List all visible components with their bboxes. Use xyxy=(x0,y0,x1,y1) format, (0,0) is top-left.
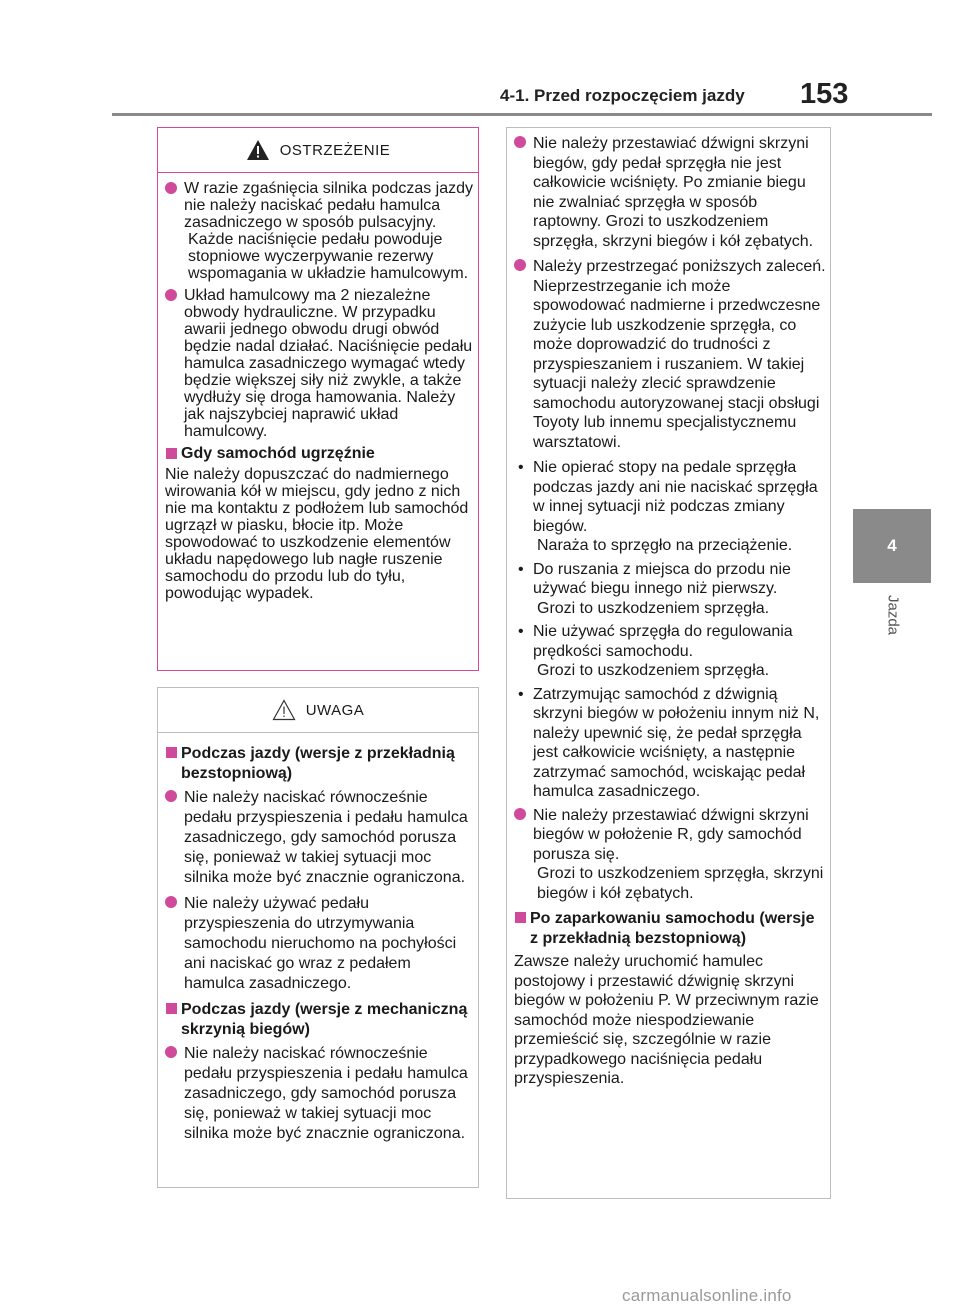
dash-item-note: Grozi to uszkodzeniem sprzęgła. xyxy=(537,662,770,679)
dash-bullet-icon: • xyxy=(518,560,524,578)
continued-subsection-text: Zawsze należy uruchomić hamulec postojowy i przestawić dźwignię skrzyni biegów w położeniu P. W przeciwnym razie samochód może niespodziewanie przemieścić się, szczególnie w razie przypadkowego naciśnięcia pedału przyspieszenia. xyxy=(514,953,819,1087)
warning-bullet: W razie zgaśnięcia silnika podczas jazdy nie należy naciskać pedału hamulca zasadniczego w sposób pulsacyjny. Każde naciśnięcie pedału powoduje stopniowe wyczerpywanie rezerwy wspomagania w układzie hamulcowym. xyxy=(165,180,474,282)
square-bullet-icon xyxy=(515,912,526,923)
bullet-dot-icon xyxy=(165,896,177,908)
square-bullet-icon xyxy=(166,448,177,459)
caution-box xyxy=(157,687,479,1188)
dash-list-item: • Zatrzymując samochód z dźwignią skrzyni biegów w położeniu innym niż N, należy upewnić się, że pedał sprzęgła jest całkowicie wciśnięty, a następnie zatrzymać samochód, wciskając pedał hamulca zasadniczego. xyxy=(518,685,820,800)
warning-triangle-icon xyxy=(246,139,270,161)
dash-bullet-icon: • xyxy=(518,685,524,703)
caution-bullet: Nie należy naciskać równocześnie pedału przyspieszenia i pedału hamulca zasadniczego, gdy samochód porusza się, ponieważ w takiej sytuacji moc silnika może być znacznie ograniczona. xyxy=(165,788,474,888)
watermark: carmanualsonline.info xyxy=(622,1286,792,1305)
bullet-dot-icon xyxy=(514,136,526,148)
bullet-dot-icon xyxy=(165,790,177,802)
warning-bullet: Układ hamulcowy ma 2 niezależne obwody hydrauliczne. W przypadku awarii jednego obwodu drugi obwód będzie nadal działać. Naciśnięcie pedału hamulca zasadniczego wymagać wtedy będzie większej siły niż zwykle, a także wydłuży się droga hamowania. Należy jak najszybciej naprawić układ hamulcowy. xyxy=(165,287,474,440)
bullet-dot-icon xyxy=(165,1046,177,1058)
continued-bullet: Nie należy przestawiać dźwigni skrzyni biegów w położenie R, gdy samochód porusza się. Grozi to uszkodzeniem sprzęgła, skrzyni biegów i kół zębatych. xyxy=(514,806,826,904)
dash-list-item: • Do ruszania z miejsca do przodu nie używać biegu innego niż pierwszy. Grozi to uszkodzeniem sprzęgła. xyxy=(514,560,826,619)
continued-bullet-note: Grozi to uszkodzeniem sprzęgła, skrzyni biegów i kół zębatych. xyxy=(537,865,824,902)
chapter-label: Jazda xyxy=(884,595,902,636)
warning-title: OSTRZEŻENIE xyxy=(279,141,391,159)
chapter-tab[interactable]: 4 xyxy=(853,509,931,583)
square-bullet-icon xyxy=(166,747,177,758)
continued-subsection-title: Po zaparkowaniu samochodu (wersje z przekładnią bezstopniową) xyxy=(514,909,826,948)
header-divider xyxy=(112,113,932,116)
warning-box xyxy=(157,127,479,671)
caution-header xyxy=(158,688,478,733)
dash-list-item: • Nie używać sprzęgła do regulowania prędkości samochodu. Grozi to uszkodzeniem sprzęgła. xyxy=(514,622,826,681)
warning-subsection-title: Gdy samochód ugrzęźnie xyxy=(165,445,474,462)
caution-section-title: Podczas jazdy (wersje z mechaniczną skrzynią biegów) xyxy=(165,1000,474,1040)
caution-bullet: Nie należy naciskać równocześnie pedału przyspieszenia i pedału hamulca zasadniczego, gdy samochód porusza się, ponieważ w takiej sytuacji moc silnika może być znacznie ograniczona. xyxy=(165,1044,474,1144)
dash-bullet-icon: • xyxy=(518,623,524,640)
square-bullet-icon xyxy=(166,1003,177,1014)
dash-item-note: Naraża to sprzęgło na przeciążenie. xyxy=(537,537,793,554)
section-title: 4-1. Przed rozpoczęciem jazdy xyxy=(500,86,745,105)
warning-bullet-note: Każde naciśnięcie pedału powoduje stopniowe wyczerpywanie rezerwy wspomagania w układzie hamulcowym. xyxy=(188,231,469,282)
caution-section-title: Podczas jazdy (wersje z przekładnią bezstopniową) xyxy=(165,744,474,784)
dash-item-note: Grozi to uszkodzeniem sprzęgła. xyxy=(537,599,770,617)
page-number: 153 xyxy=(800,78,849,110)
caution-triangle-icon xyxy=(272,699,296,721)
dash-list-item: • Nie opierać stopy na pedale sprzęgła podczas jazdy ani nie naciskać sprzęgła w innej sytuacji niż podczas zmiany biegów. Naraża to sprzęgło na przeciążenie. xyxy=(514,458,826,556)
caution-continued-box xyxy=(506,127,831,1199)
bullet-dot-icon xyxy=(514,808,526,820)
warning-header xyxy=(158,128,478,173)
bullet-dot-icon xyxy=(165,289,177,301)
warning-subsection-text: Nie należy dopuszczać do nadmiernego wirowania kół w miejscu, gdy jedno z nich nie ma kontaktu z podłożem lub samochód ugrzązł w piasku, błocie itp. Może spowodować to uszkodzenie elementów układu napędowego lub nagłe ruszenie samochodu do przodu lub do tyłu, powodując wypadek. xyxy=(165,466,469,602)
bullet-dot-icon xyxy=(514,259,526,271)
continued-bullet: Nie należy przestawiać dźwigni skrzyni biegów, gdy pedał sprzęgła nie jest całkowicie wciśnięty. Po zmianie biegu nie zwalniać sprzęgła w sposób raptowny. Grozi to uszkodzeniem sprzęgła, skrzyni biegów i kół zębatych. xyxy=(514,134,826,251)
continued-bullet: Należy przestrzegać poniższych zaleceń. Nieprzestrzeganie ich może spowodować nadmierne i przedwczesne zużycie lub uszkodzenie sprzęgła, co może doprowadzić do trudności z przyspieszaniem i ruszaniem. W takiej sytuacji należy zlecić sprawdzenie samochodu autoryzowanej stacji obsługi Toyoty lub innemu specjalistycznemu warsztatowi. xyxy=(514,257,826,452)
dash-bullet-icon: • xyxy=(518,459,524,476)
bullet-dot-icon xyxy=(165,182,177,194)
caution-title: UWAGA xyxy=(305,701,365,719)
caution-bullet: Nie należy używać pedału przyspieszenia do utrzymywania samochodu nieruchomo na pochyłości ani naciskać go wraz z pedałem hamulca zasadniczego. xyxy=(165,894,474,994)
